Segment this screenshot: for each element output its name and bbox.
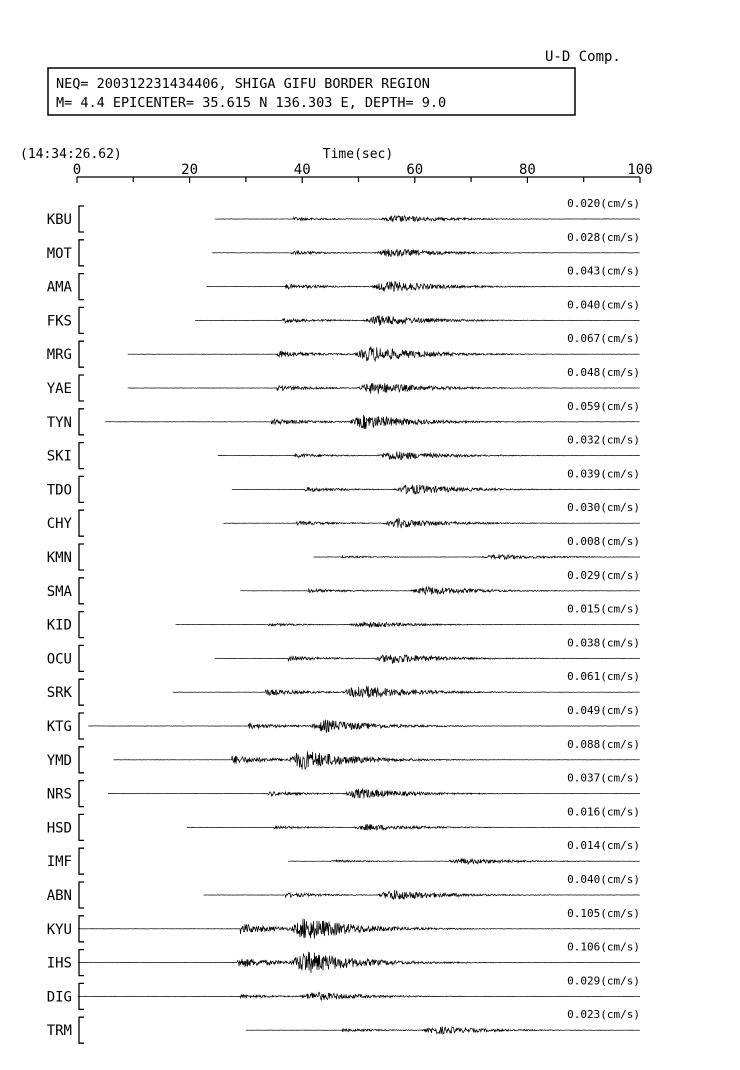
amplitude-label: 0.040(cm/s): [567, 298, 640, 312]
waveform-trace: [173, 686, 640, 698]
station-kmn: [47, 535, 640, 570]
amplitude-scale-bar: [79, 307, 84, 333]
station-tyn: [47, 400, 640, 435]
amplitude-label: 0.105(cm/s): [567, 906, 640, 920]
waveform-trace: [128, 383, 640, 394]
amplitude-scale-bar: [79, 612, 84, 638]
amplitude-scale-bar: [79, 544, 84, 570]
amplitude-label: 0.008(cm/s): [567, 535, 640, 548]
station-label: KBU: [46, 212, 72, 228]
amplitude-label: 0.037(cm/s): [567, 771, 640, 785]
waveform-trace: [207, 282, 641, 292]
x-tick-label: 80: [518, 162, 536, 178]
x-tick-label: 0: [72, 162, 82, 178]
station-label: HSD: [46, 820, 72, 837]
station-hsd: [47, 805, 640, 840]
station-ocu: [47, 636, 640, 671]
station-chy: [47, 501, 640, 536]
waveform-trace: [78, 992, 640, 1000]
amplitude-scale-bar: [79, 476, 84, 502]
amplitude-scale-bar: [79, 375, 84, 401]
waveform-trace: [288, 858, 639, 864]
header-line-1: NEQ= 200312231434406, SHIGA GIFU BORDER REGION: [56, 76, 430, 92]
amplitude-label: 0.059(cm/s): [567, 399, 640, 413]
x-axis-title: Time(sec): [322, 147, 394, 162]
amplitude-scale-bar: [79, 240, 84, 266]
start-time-label: (14:34:26.62): [20, 147, 122, 162]
amplitude-label: 0.016(cm/s): [567, 805, 640, 819]
header-line-2: M= 4.4 EPICENTER= 35.615 N 136.303 E, DEPTH= 9.0: [56, 95, 447, 111]
station-tdo: [47, 467, 640, 502]
station-ktg: [47, 704, 640, 739]
waveform-trace: [314, 554, 641, 559]
amplitude-label: 0.067(cm/s): [567, 332, 640, 346]
amplitude-scale-bar: [79, 341, 84, 367]
station-label: TRM: [46, 1023, 72, 1040]
x-tick-label: 40: [293, 162, 311, 178]
amplitude-scale-bar: [79, 645, 84, 671]
amplitude-scale-bar: [79, 274, 84, 300]
amplitude-label: 0.049(cm/s): [567, 704, 640, 717]
station-srk: [47, 670, 640, 705]
station-mrg: [47, 332, 640, 367]
waveform-trace: [232, 485, 640, 495]
amplitude-label: 0.106(cm/s): [567, 940, 640, 954]
station-label: SKI: [46, 448, 72, 465]
amplitude-label: 0.038(cm/s): [567, 636, 640, 650]
station-label: CHY: [46, 516, 72, 533]
station-ymd: [47, 738, 640, 773]
station-label: YMD: [46, 752, 72, 769]
amplitude-scale-bar: [79, 814, 84, 840]
station-label: AMA: [46, 279, 72, 296]
x-tick-label: 100: [627, 162, 653, 178]
amplitude-scale-bar: [79, 713, 84, 739]
waveform-trace: [195, 315, 640, 325]
amplitude-label: 0.020(cm/s): [567, 197, 640, 210]
station-label: TYN: [46, 414, 72, 431]
amplitude-label: 0.039(cm/s): [567, 467, 640, 481]
station-abn: [47, 873, 640, 908]
station-sma: [47, 569, 640, 604]
amplitude-label: 0.043(cm/s): [567, 264, 640, 278]
waveform-trace: [176, 622, 640, 628]
station-label: SRK: [46, 685, 72, 702]
amplitude-scale-bar: [79, 443, 84, 469]
amplitude-label: 0.048(cm/s): [567, 366, 640, 379]
waveform-trace: [187, 824, 640, 830]
station-trm: [47, 1008, 640, 1043]
station-label: FKS: [46, 313, 72, 330]
station-label: OCU: [46, 651, 72, 668]
station-kbu: [47, 197, 640, 232]
waveform-trace: [218, 451, 640, 459]
waveform-trace: [204, 890, 640, 900]
amplitude-label: 0.029(cm/s): [567, 974, 640, 988]
waveform-trace: [215, 655, 640, 664]
amplitude-label: 0.061(cm/s): [567, 670, 640, 684]
station-label: KID: [46, 617, 72, 634]
station-kyu: [47, 907, 640, 942]
station-label: TDO: [46, 482, 72, 499]
amplitude-label: 0.030(cm/s): [567, 501, 640, 515]
waveform-trace: [246, 1027, 640, 1034]
amplitude-scale-bar: [79, 409, 84, 435]
station-label: NRS: [46, 786, 72, 803]
station-dig: [47, 974, 640, 1009]
amplitude-label: 0.032(cm/s): [567, 433, 640, 447]
station-fks: [47, 298, 640, 333]
station-label: KYU: [46, 921, 72, 938]
station-mot: [47, 231, 640, 266]
station-label: YAE: [46, 381, 72, 397]
station-label: KTG: [46, 719, 72, 735]
waveform-trace: [114, 751, 640, 769]
amplitude-label: 0.088(cm/s): [567, 737, 640, 751]
amplitude-label: 0.029(cm/s): [567, 568, 640, 582]
amplitude-label: 0.023(cm/s): [567, 1008, 640, 1022]
amplitude-scale-bar: [79, 578, 84, 604]
station-label: KMN: [46, 550, 72, 566]
amplitude-label: 0.040(cm/s): [567, 873, 640, 886]
station-nrs: [47, 772, 640, 807]
waveform-trace: [78, 919, 640, 939]
waveform-trace: [105, 415, 639, 429]
x-tick-label: 20: [181, 162, 199, 178]
amplitude-scale-bar: [79, 848, 84, 874]
waveform-trace: [240, 586, 640, 594]
amplitude-scale-bar: [79, 510, 84, 536]
waveform-trace: [212, 249, 639, 257]
waveform-trace: [215, 216, 640, 222]
amplitude-label: 0.028(cm/s): [567, 230, 640, 244]
component-label: U-D Comp.: [545, 49, 621, 65]
station-imf: [47, 839, 640, 874]
station-label: ABN: [46, 888, 72, 904]
station-yae: [47, 366, 640, 401]
station-label: MOT: [46, 245, 72, 262]
station-label: SMA: [46, 583, 72, 600]
x-tick-label: 60: [406, 162, 424, 178]
station-ama: [47, 265, 640, 300]
station-label: MRG: [46, 347, 72, 364]
amplitude-scale-bar: [79, 747, 84, 773]
time-axis: [73, 162, 653, 183]
amplitude-scale-bar: [79, 679, 84, 705]
amplitude-scale-bar: [79, 781, 84, 807]
waveform-trace: [223, 518, 640, 527]
waveform-trace: [88, 720, 640, 733]
waveform-trace: [78, 952, 640, 973]
amplitude-label: 0.014(cm/s): [567, 839, 640, 853]
station-label: DIG: [46, 989, 72, 1006]
amplitude-scale-bar: [79, 206, 84, 232]
amplitude-scale-bar: [79, 1017, 84, 1043]
station-ski: [47, 434, 640, 469]
station-kid: [47, 603, 640, 638]
amplitude-scale-bar: [79, 882, 84, 908]
station-label: IMF: [46, 854, 72, 871]
station-label: IHS: [46, 955, 72, 972]
waveform-trace: [108, 789, 640, 799]
amplitude-label: 0.015(cm/s): [567, 602, 640, 616]
station-ihs: [47, 941, 640, 976]
station-traces: [47, 197, 640, 1043]
waveform-trace: [128, 347, 640, 361]
